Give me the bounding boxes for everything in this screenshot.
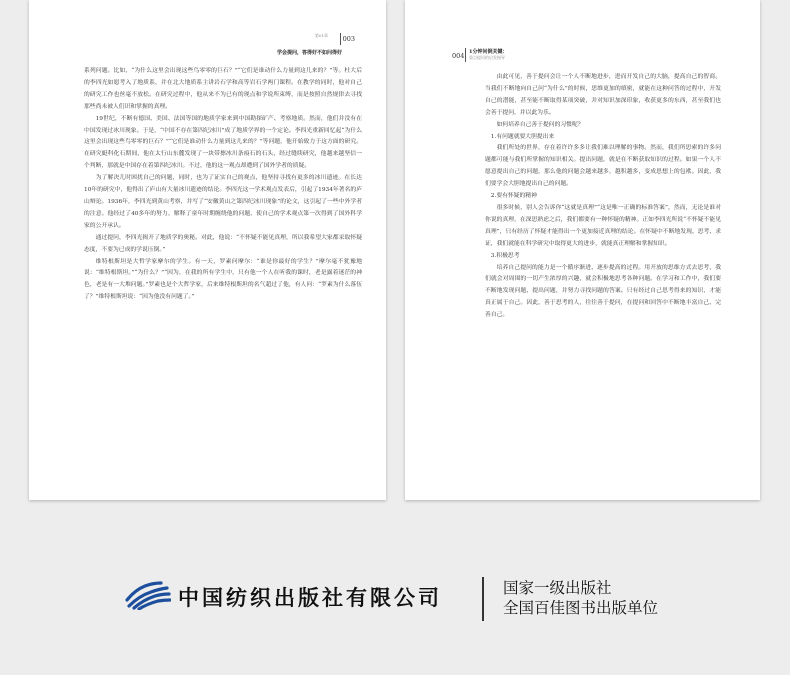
page-number: 004 xyxy=(452,52,465,60)
paragraph: 19世纪，不断有德国、美国、法国等国的地质学家来到中国勘探矿产、考察地质。然而，他们并没有在中国发现过冰川现象。于是，“中国不存在第四纪冰川”成了地质学界的一个定论。李四光重新回忆起“为什么这里会出现这些鸟零零的巨石？”“它们是谁动什么力量到这儿来的？”等问题，他开始致力于这方面的研究。在研究蜓科化石期间，他在太行山东麓发现了一块带擦冰川条痕石的石头，经过缝续研究，他越来越坚信一个判断，那就是中国存在着第四纪冰川。不过，他的这一观点却遭到了国外学者的质疑。 xyxy=(84,115,362,170)
right-book-page xyxy=(405,0,760,500)
paragraph: 由此可见，善于提问会让一个人不断地进步，进而开发自己的大脑，提高自己的智商。当我们不断地向自己问“为什么”的时候，思维更加的缜密，就能在这种问答的过程中，开发自己的潜能，甚至能不断取得某项突破，并对知识加深印象，收获更多的东西，甚至我们也会善于提问，并以此为乐。 xyxy=(485,74,721,116)
paragraph: 很多时候，别人会告诉你“这就是真理”“这是唯一正确的标准答案”，然而，无论是谁对你说的真理，在深思熟虑之后，我们都要有一种怀疑的精神。正如李四光所说“不怀疑不能见真理”，只有经历了怀疑才能得出一个更加接近真理的结论。在怀疑中不断地发现、思考、求证，我们就能在科学研究中取得更大的进步，就能真正理解和掌握知识。 xyxy=(485,204,721,247)
publisher-slogan xyxy=(503,578,658,618)
publisher-logo-icon xyxy=(125,580,171,614)
slogan-line-2: 全国百佳图书出版单位 xyxy=(503,599,659,617)
publisher-name: 中国纺织出版社有限公司 xyxy=(178,586,442,610)
slogan-line-1: 国家一级出版社 xyxy=(503,579,612,597)
section-heading: 2.要有怀疑的精神 xyxy=(490,193,537,200)
left-page-header xyxy=(276,33,355,58)
book-title: 1分钟问倒关键： xyxy=(469,49,508,55)
publisher-footer xyxy=(0,560,790,640)
paragraph: 维特根斯坦是大哲学家摩尔的学生。有一天，罗素问摩尔：“谁是你最好的学生？”摩尔毫不犹豫地说：“维特根斯坦。”“为什么？”“因为，在我的所有学生中，只有他一个人在听我的课时，老是露着迷茫的神色，老是有一大堆问题。”罗素也是个大哲学家，后来维特根斯坦的名气超过了他，有人问：“罗素为什么落伍了？”维特根斯坦说：“因为他没有问题了。” xyxy=(84,258,362,301)
right-page-body xyxy=(485,72,721,322)
header-divider xyxy=(465,48,466,62)
paragraph: 培养自己提问的能力是一个循序渐进、逐步提高的过程。用开放的思维方式去思考，我们就会对周围的一切产生浓厚的兴趣，就会积极地思考各种问题。在学习和工作中，我们要不断地发现问题、提出问题，并努力寻找问题的答案。只有经过自己思考得来的知识，才能真正属于自己。因此，善于思考的人，往往善于提问，在提问和回答中不断地丰富自己、完善自己。 xyxy=(485,264,721,319)
chapter-label: 第01章 xyxy=(314,33,328,38)
left-book-page xyxy=(29,0,386,500)
paragraph: 如何培养自己善于提问的习惯呢？ xyxy=(496,121,584,128)
chapter-title: 学会提问，答得好不如问得好 xyxy=(276,50,342,56)
paragraph: 系列问题。比如，“为什么这里会出现这些鸟零零的巨石？”“它们是谁动什么力量到这儿来的？”等。杜大后的李四光如愿考入了地质系，并在北大地质系主讲岩石学和高等岩石学两门课程。在教学的同时，他对自己的研究工作也丝毫不放松。在研究过程中，他从来不为已有的现点和学说所束缚，而是按照自然规律去寻找那些尚未被人们识和掌握的真理。 xyxy=(84,68,362,110)
paragraph: 为了解决儿时困扰自己的问题，同时，也为了证实自己的观点，他坚持寻找有更多的冰川遗迹。在长达10年的研究中，他得出了庐山有大量冰川遗迹的结论。李四光这一学术观点发表后，引起了1934年著名的庐山辩论。1936年，李四光到黄山考察，并写了“安徽黄山之第四纪冰川现象”的论文，这引起了一些中外学者的注意。他经过了40多年的努力，解释了童年时期缠绕他的问题，使自己的学术观点第一次得到了国外科学家的公开承认。 xyxy=(84,175,362,229)
right-page-header xyxy=(452,48,508,61)
page-number: 003 xyxy=(340,33,355,45)
section-heading: 3.积极思考 xyxy=(490,252,520,259)
paragraph: 我们所处的世界，存在着许许多多让我们难以理解的事物。然而，我们所思索的许多问题都可能与我们所掌握的知识相关。提出问题，就是在不断获取知识的过程。如果一个人不愿意提出自己的问题，那么他的问题会越来越多，越积越多，变成思想上的包袱。因此，我们要学会大胆地提出自己的问题。 xyxy=(485,145,721,188)
book-subtitle: 重点提问的启发指导 xyxy=(469,55,505,60)
footer-divider xyxy=(482,577,484,621)
section-heading: 1.有问题就要大胆提出来 xyxy=(490,133,555,140)
left-page-body xyxy=(84,66,362,304)
paragraph: 通过提问，李四光揭开了地质学的奥秘。对此，他说：“不怀疑不能见真理，所以我希望大家都采取怀疑态度，不要为已成的学说压倒。” xyxy=(84,234,362,253)
